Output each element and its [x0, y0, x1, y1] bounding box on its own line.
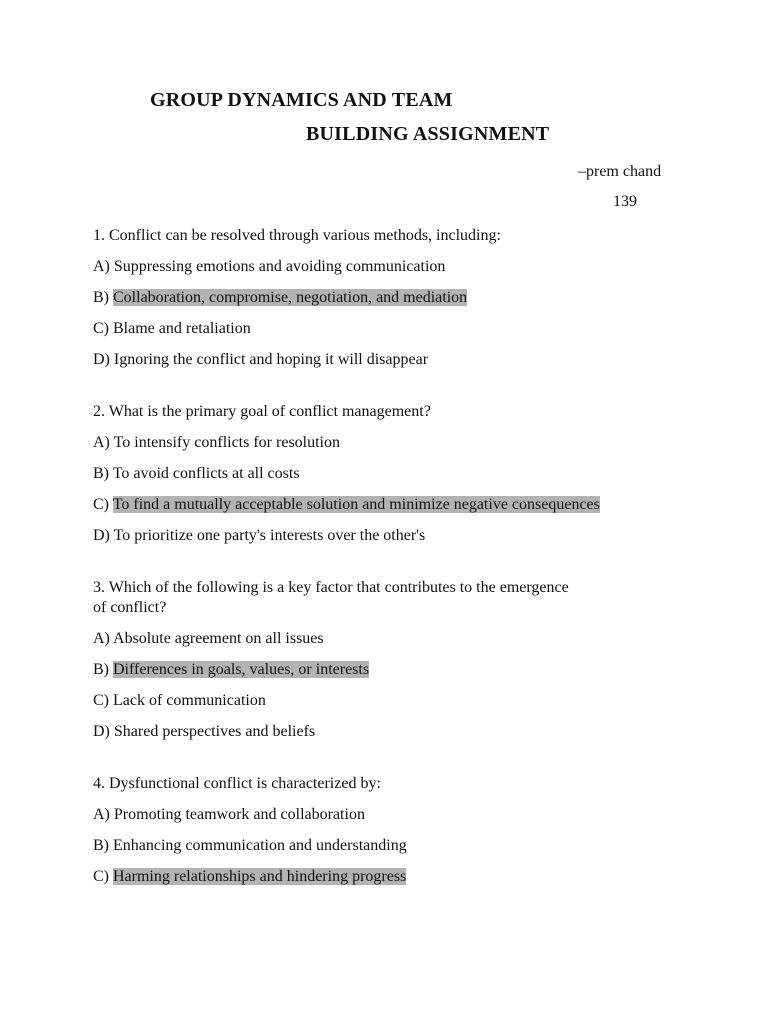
option-letter: A)	[93, 630, 110, 647]
option-letter: C)	[93, 868, 109, 885]
option-text: Blame and retaliation	[113, 320, 251, 337]
author-name: –prem chand	[578, 163, 662, 180]
option-c	[93, 319, 693, 339]
document-title-line-1: GROUP DYNAMICS AND TEAM	[150, 89, 453, 111]
roll-number: 139	[613, 193, 637, 210]
option-letter: D)	[93, 527, 110, 544]
question-list	[93, 226, 693, 919]
option-d	[93, 722, 693, 742]
question-text-line-1: 3. Which of the following is a key factor that contributes to the emergence	[93, 579, 569, 596]
option-d	[93, 350, 693, 370]
option-text: Lack of communication	[113, 692, 266, 709]
option-letter: D)	[93, 723, 110, 740]
option-text: Shared perspectives and beliefs	[113, 723, 316, 740]
option-letter: B)	[93, 837, 109, 854]
question-1	[93, 226, 693, 370]
highlighted-answer: Collaboration, compromise, negotiation, and mediation	[113, 289, 468, 306]
option-letter: B)	[93, 465, 109, 482]
question-text: 1. Conflict can be resolved through various methods, including:	[93, 227, 501, 244]
option-text: Absolute agreement on all issues	[113, 630, 324, 647]
question-text: 4. Dysfunctional conflict is characterized by:	[93, 775, 381, 792]
option-letter: C)	[93, 320, 109, 337]
option-text: To intensify conflicts for resolution	[113, 434, 340, 451]
question-text-line-2: of conflict?	[93, 599, 167, 616]
option-c	[93, 495, 693, 515]
document-title-line-2: BUILDING ASSIGNMENT	[306, 123, 550, 145]
option-b	[93, 288, 693, 308]
option-letter: C)	[93, 496, 109, 513]
option-b	[93, 836, 693, 856]
highlighted-answer: Harming relationships and hindering progress	[113, 868, 407, 885]
option-text: Suppressing emotions and avoiding communication	[113, 258, 446, 275]
option-b	[93, 660, 693, 680]
option-text: To prioritize one party's interests over the other's	[113, 527, 426, 544]
highlighted-answer: Differences in goals, values, or interests	[113, 661, 370, 678]
option-d	[93, 526, 693, 546]
question-text: 2. What is the primary goal of conflict management?	[93, 403, 431, 420]
option-text: Ignoring the conflict and hoping it will disappear	[113, 351, 429, 368]
option-text: Promoting teamwork and collaboration	[113, 806, 365, 823]
option-letter: A)	[93, 806, 110, 823]
option-a	[93, 433, 693, 453]
option-a	[93, 257, 693, 277]
option-letter: A)	[93, 258, 110, 275]
option-letter: C)	[93, 692, 109, 709]
option-letter: B)	[93, 661, 109, 678]
option-letter: A)	[93, 434, 110, 451]
option-letter: B)	[93, 289, 109, 306]
option-b	[93, 464, 693, 484]
question-2	[93, 402, 693, 546]
question-text	[93, 578, 693, 618]
option-c	[93, 867, 693, 887]
question-4	[93, 774, 693, 887]
option-text: To avoid conflicts at all costs	[112, 465, 300, 482]
option-a	[93, 629, 693, 649]
question-3	[93, 578, 693, 742]
option-a	[93, 805, 693, 825]
highlighted-answer: To find a mutually acceptable solution and minimize negative consequences	[112, 496, 600, 513]
option-letter: D)	[93, 351, 110, 368]
option-c	[93, 691, 693, 711]
option-text: Enhancing communication and understanding	[113, 837, 407, 854]
